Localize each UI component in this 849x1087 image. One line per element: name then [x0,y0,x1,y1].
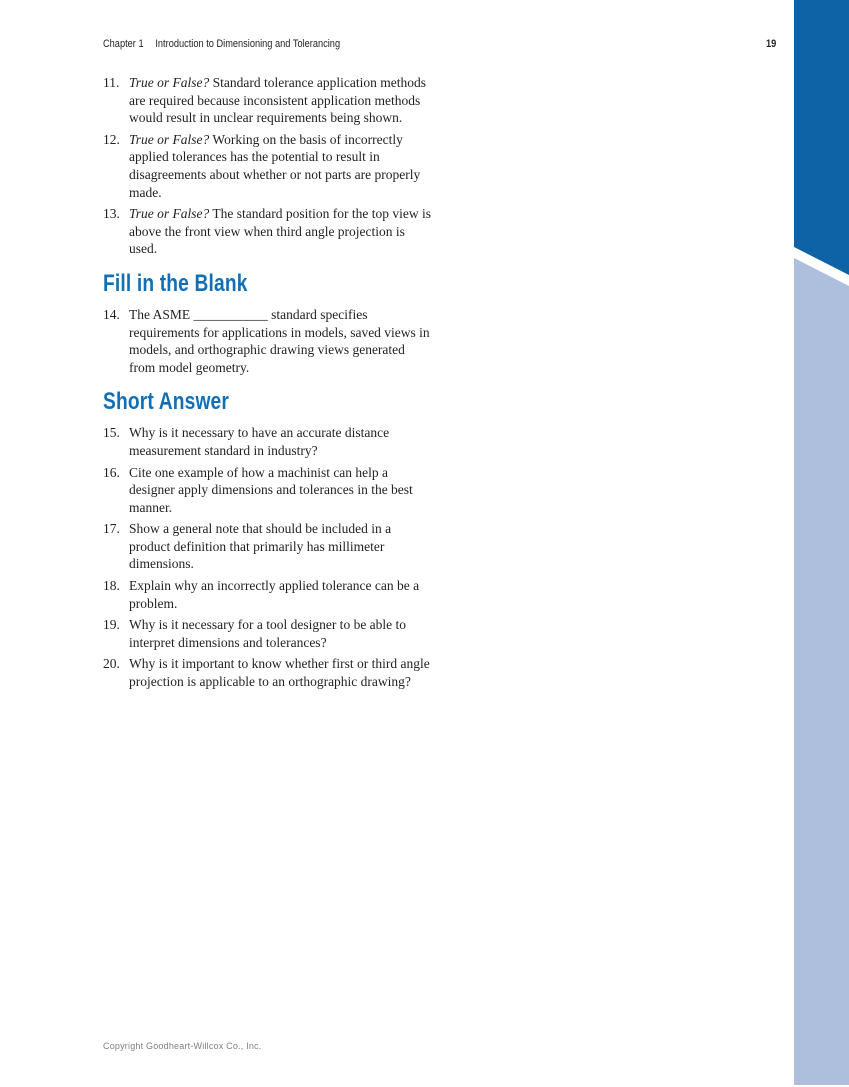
section-heading-text: Short Answer [103,388,230,416]
question-body: Standard tolerance application methods are required because inconsistent application methods would result in unclear requirements being shown. [129,75,426,126]
question-text [129,205,431,258]
question-item-17 [103,520,433,573]
question-item-20 [103,655,433,690]
question-text [129,131,431,201]
question-text [129,74,431,127]
question-lead-italic: True or False? [129,131,210,147]
question-body: Why is it necessary for a tool designer to be able to interpret dimensions and tolerances? [129,617,407,650]
question-text [129,577,431,612]
question-lead-italic: True or False? [129,206,210,222]
question-item-12 [103,131,433,201]
question-body: Explain why an incorrectly applied tolerance can be a problem. [129,578,420,611]
running-head-text [103,38,340,51]
question-item-16 [103,464,433,517]
question-lead-italic: True or False? [129,75,210,90]
question-body: Show a general note that should be included in a product definition that primarily has millimeter dimensions. [129,521,392,572]
question-text [129,616,431,651]
question-number: 15. [103,425,120,441]
question-text [129,655,431,690]
question-text [129,520,431,573]
section-heading-text: Fill in the Blank [103,269,248,297]
question-body: Why is it important to know whether first or third angle projection is applicable to an orthographic drawing? [129,656,430,690]
section-heading-short-answer [103,389,433,415]
question-number: 18. [103,578,120,594]
question-number: 20. [103,656,120,672]
question-item-13 [103,205,433,258]
question-number: 12. [103,131,120,147]
page-edge-band [794,0,849,1085]
question-number: 16. [103,464,120,480]
question-item-11 [103,74,433,127]
question-item-15 [103,424,433,459]
question-body: Working on the basis of incorrectly applied tolerances has the potential to result in disagreements about whether or not parts are properly made. [129,131,421,200]
copyright-line: Copyright Goodheart-Willcox Co., Inc. [103,1041,262,1051]
question-body: Cite one example of how a machinist can help a designer apply dimensions and tolerances in the best manner. [129,464,413,515]
question-item-18 [103,577,433,612]
question-text [129,306,431,376]
chapter-title: Introduction to Dimensioning and Tolerancing [155,38,341,50]
question-number: 19. [103,617,120,633]
running-head [103,38,776,51]
question-body: The standard position for the top view is above the front view when third angle projection is used. [129,206,431,257]
question-item-19 [103,616,433,651]
question-number: 11. [103,75,120,90]
question-number: 17. [103,521,120,537]
question-item-14 [103,306,433,376]
main-text-column [103,74,433,695]
question-text [129,464,431,517]
question-text [129,424,431,459]
chapter-label: Chapter 1 [103,38,144,50]
question-number: 13. [103,206,120,222]
page-number: 19 [765,38,776,50]
section-heading-fill-in-the-blank [103,271,433,297]
question-body: Why is it necessary to have an accurate distance measurement standard in industry? [129,425,390,458]
question-body: The ASME ___________ standard specifies requirements for applications in models, saved views in models, and orthographic drawing views generated from model geometry. [129,306,430,375]
question-number: 14. [103,306,120,322]
